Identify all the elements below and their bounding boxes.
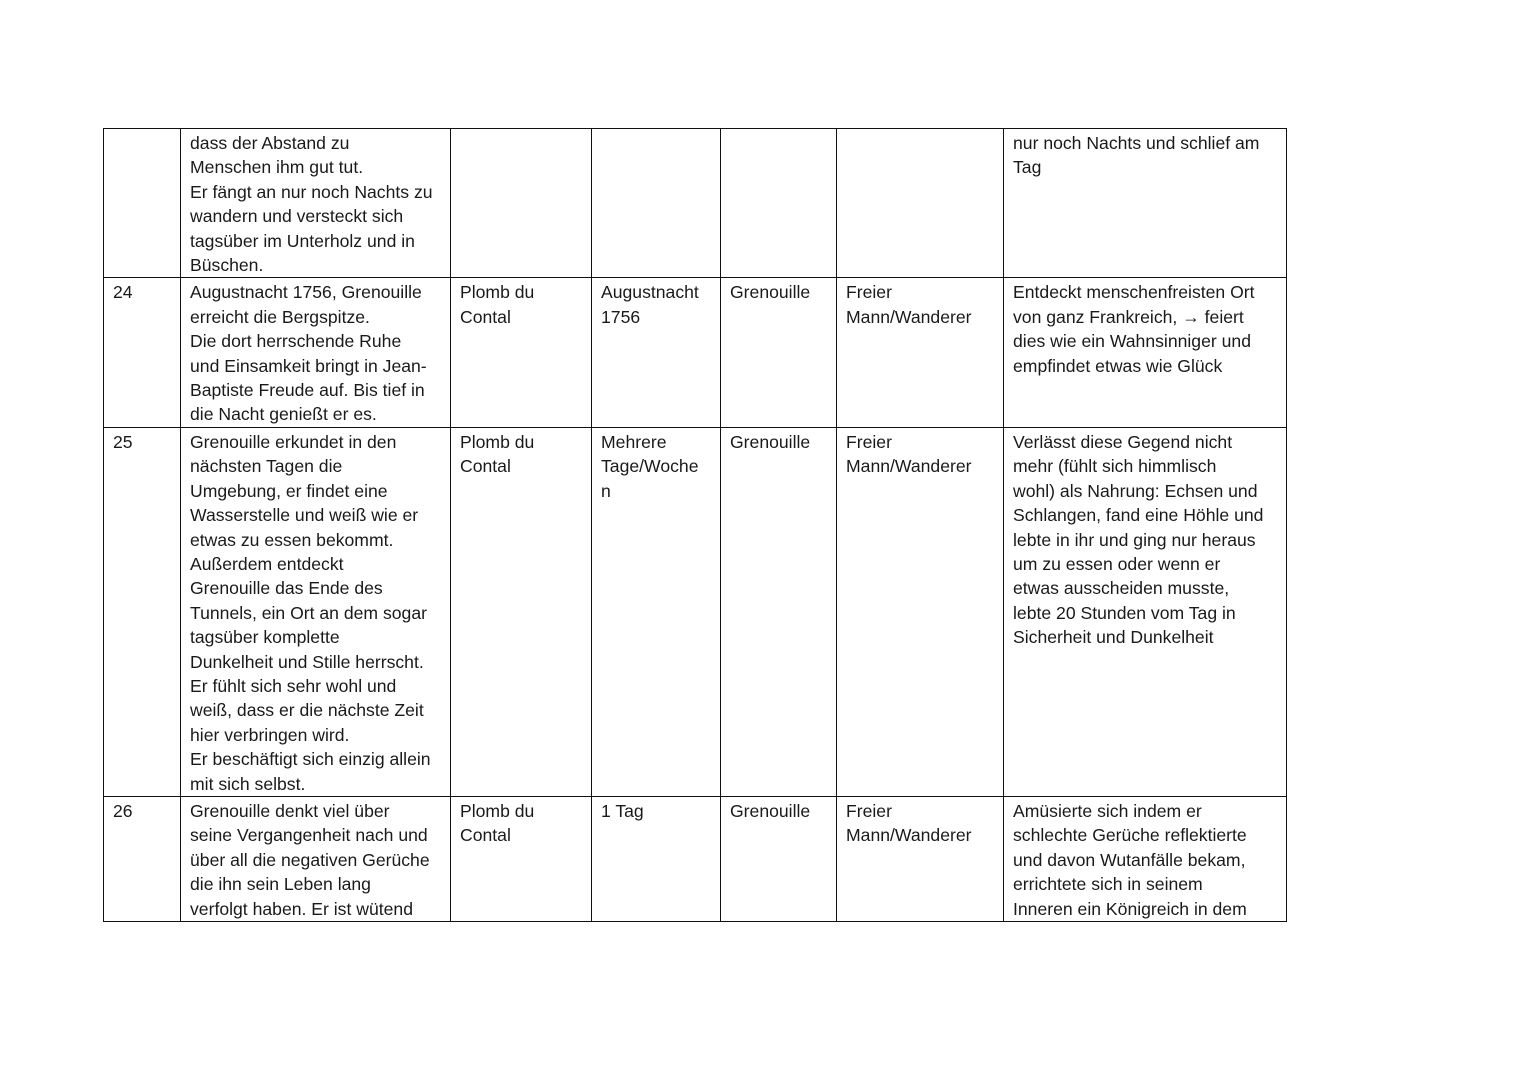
summary-cell [181, 129, 451, 278]
notes-text: Verlässt diese Gegend nicht mehr (fühlt sich himmlisch wohl) als Nahrung: Echsen und Schlangen, fand eine Höhle und lebte in ihr und ging nur heraus um zu essen oder wenn er etwas ausscheiden musste, lebte 20 Stunden vom Tag in Sicherheit und Dunkelheit [1013, 431, 1264, 648]
summary-text: Augustnacht 1756, Grenouille erreicht die Bergspitze. Die dort herrschende Ruhe und Einsamkeit bringt in Jean- Baptiste Freude auf. Bis tief in die Nacht genießt er es. [190, 282, 427, 425]
notes-cell [1004, 427, 1287, 796]
role-text: Freier Mann/Wanderer [846, 431, 972, 477]
notes-cell [1004, 796, 1287, 921]
role-cell [837, 427, 1004, 796]
notes-text: Amüsierte sich indem er schlechte Gerüche reflektierte und davon Wutanfälle bekam, errichtete sich in seinem Inneren ein Königreich in dem [1013, 800, 1247, 919]
person-cell [721, 129, 837, 278]
table-row [104, 427, 1287, 796]
table-row [104, 129, 1287, 278]
place-text: Plomb du Contal [460, 282, 535, 327]
time-cell [592, 278, 721, 427]
place-cell [451, 427, 592, 796]
person-cell [721, 278, 837, 427]
person-cell [721, 796, 837, 921]
person-text: Grenouille [730, 282, 811, 303]
role-text: Freier Mann/Wanderer [846, 800, 972, 846]
place-text: Plomb du Contal [460, 431, 535, 477]
time-cell [592, 427, 721, 796]
notes-text: nur noch Nachts und schlief am Tag [1013, 133, 1260, 178]
chapter-summary-table [103, 128, 1287, 922]
table-row [104, 278, 1287, 427]
time-cell [592, 129, 721, 278]
role-cell [837, 278, 1004, 427]
summary-cell [181, 278, 451, 427]
summary-text: dass der Abstand zu Menschen ihm gut tut. Er fängt an nur noch Nachts zu wandern und versteckt sich tagsüber im Unterholz und in Büschen. [190, 133, 433, 276]
summary-cell [181, 796, 451, 921]
time-text: Augustnacht 1756 [601, 282, 699, 327]
time-text: Mehrere Tage/Woche n [601, 431, 699, 501]
person-text: Grenouille [730, 431, 811, 452]
role-cell [837, 129, 1004, 278]
chapter-number-cell [104, 796, 181, 921]
time-text: 1 Tag [601, 800, 644, 821]
place-cell [451, 796, 592, 921]
role-text: Freier Mann/Wanderer [846, 282, 972, 327]
chapter-number: 25 [113, 431, 133, 452]
notes-text: Entdeckt menschenfreisten Ort von ganz Frankreich, → feiert dies wie ein Wahnsinniger und empfindet etwas wie Glück [1013, 282, 1255, 376]
place-cell [451, 129, 592, 278]
person-cell [721, 427, 837, 796]
chapter-number: 24 [113, 282, 133, 303]
notes-cell [1004, 129, 1287, 278]
role-cell [837, 796, 1004, 921]
summary-text: Grenouille denkt viel über seine Vergangenheit nach und über all die negativen Gerüche die ihn sein Leben lang verfolgt haben. Er ist wütend [190, 800, 430, 919]
summary-cell [181, 427, 451, 796]
chapter-number-cell [104, 129, 181, 278]
chapter-number-cell [104, 427, 181, 796]
place-cell [451, 278, 592, 427]
person-text: Grenouille [730, 800, 811, 821]
summary-text: Grenouille erkundet in den nächsten Tagen die Umgebung, er findet eine Wasserstelle und weiß wie er etwas zu essen bekommt. Außerdem entdeckt Grenouille das Ende des Tunnels, ein Ort an dem sogar tagsüber komplette Dunkelheit und Stille herrscht. Er fühlt sich sehr wohl und weiß, dass er die nächste Zeit hier verbringen wird. Er beschäftigt sich einzig allein mit sich selbst. [190, 431, 431, 794]
notes-cell [1004, 278, 1287, 427]
place-text: Plomb du Contal [460, 800, 535, 846]
chapter-number: 26 [113, 800, 133, 821]
table-row [104, 796, 1287, 921]
time-cell [592, 796, 721, 921]
chapter-number-cell [104, 278, 181, 427]
